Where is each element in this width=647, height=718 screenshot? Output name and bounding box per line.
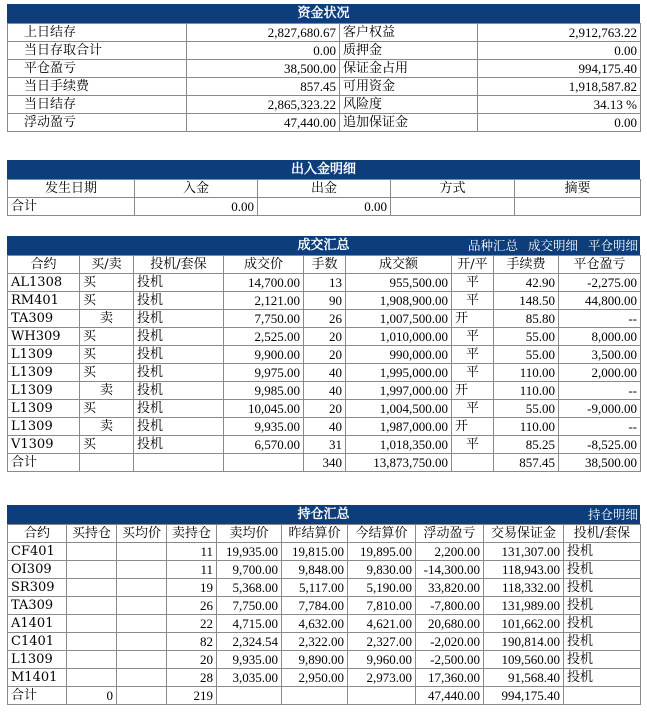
table-row — [8, 436, 641, 454]
funds-row — [8, 96, 641, 114]
table-cell: 买 — [80, 436, 134, 454]
table-row — [8, 597, 641, 615]
table-cell: V1309 — [8, 436, 80, 454]
table-cell: 31 — [304, 436, 346, 454]
funds-title-bar — [7, 4, 640, 23]
funds-label: 客户权益 — [340, 24, 478, 42]
positions-title-bar — [7, 505, 640, 524]
table-cell — [117, 615, 167, 633]
table-cell: M1401 — [8, 669, 67, 687]
column-header: 方式 — [391, 180, 515, 198]
table-cell: 买 — [80, 346, 134, 364]
table-cell: 2,327.00 — [348, 633, 416, 651]
table-row — [8, 364, 641, 382]
total-cell — [117, 687, 167, 705]
table-row — [8, 400, 641, 418]
table-cell: -- — [559, 418, 641, 436]
total-cell: 合计 — [8, 687, 67, 705]
table-cell: 5,117.00 — [282, 579, 348, 597]
total-cell: 0 — [67, 687, 117, 705]
funds-value: 0.00 — [187, 42, 340, 60]
table-cell — [117, 651, 167, 669]
table-row — [8, 579, 641, 597]
table-cell: 2,322.00 — [282, 633, 348, 651]
table-cell: -- — [559, 310, 641, 328]
trades-title-bar — [7, 236, 640, 255]
table-cell: 22 — [167, 615, 217, 633]
table-cell: WH309 — [8, 328, 80, 346]
table-cell: 1,908,900.00 — [346, 292, 452, 310]
positions-title: 持仓汇总 — [297, 507, 350, 522]
funds-value: 34.13 % — [478, 96, 641, 114]
table-cell: 投机 — [564, 651, 641, 669]
table-cell: 17,360.00 — [416, 669, 484, 687]
column-header: 昨结算价 — [282, 525, 348, 543]
table-cell: 投机 — [564, 561, 641, 579]
column-header: 摘要 — [515, 180, 641, 198]
column-header: 发生日期 — [8, 180, 135, 198]
table-cell — [67, 633, 117, 651]
funds-value: 0.00 — [478, 114, 641, 132]
positions-section — [7, 505, 640, 705]
header-row — [8, 256, 641, 274]
table-cell: 平 — [452, 364, 494, 382]
funds-title: 资金状况 — [297, 6, 350, 21]
table-cell: 3,500.00 — [559, 346, 641, 364]
column-header: 买/卖 — [80, 256, 134, 274]
table-cell: 131,989.00 — [484, 597, 564, 615]
table-row — [8, 382, 641, 400]
table-cell: 投机 — [134, 436, 224, 454]
table-cell: 190,814.00 — [484, 633, 564, 651]
table-cell: -7,800.00 — [416, 597, 484, 615]
table-cell: 20 — [304, 328, 346, 346]
table-cell: 20 — [304, 400, 346, 418]
table-cell: 55.00 — [494, 400, 559, 418]
table-cell: 7,784.00 — [282, 597, 348, 615]
table-cell: 11 — [167, 543, 217, 561]
trades-links — [458, 236, 638, 255]
table-row — [8, 274, 641, 292]
table-cell: 卖 — [80, 382, 134, 400]
table-cell: 卖 — [80, 310, 134, 328]
table-cell: 2,000.00 — [559, 364, 641, 382]
table-cell: 40 — [304, 418, 346, 436]
table-cell: 110.00 — [494, 418, 559, 436]
funds-label: 保证金占用 — [340, 60, 478, 78]
table-cell: A1401 — [8, 615, 67, 633]
column-header: 出金 — [258, 180, 391, 198]
table-cell: 1,004,500.00 — [346, 400, 452, 418]
table-cell: 118,332.00 — [484, 579, 564, 597]
funds-label: 当日存取合计 — [8, 42, 187, 60]
table-cell: 40 — [304, 364, 346, 382]
table-cell: -2,500.00 — [416, 651, 484, 669]
funds-value: 47,440.00 — [187, 114, 340, 132]
funds-label: 浮动盈亏 — [8, 114, 187, 132]
table-row — [8, 346, 641, 364]
table-cell: 买 — [80, 400, 134, 418]
table-cell — [117, 543, 167, 561]
table-cell: 9,890.00 — [282, 651, 348, 669]
table-cell: 9,935.00 — [217, 651, 282, 669]
funds-value: 857.45 — [187, 78, 340, 96]
table-row — [8, 669, 641, 687]
table-cell: 20,680.00 — [416, 615, 484, 633]
deposits-title-bar — [7, 160, 640, 179]
table-cell: RM401 — [8, 292, 80, 310]
table-cell: 4,632.00 — [282, 615, 348, 633]
table-cell: 13 — [304, 274, 346, 292]
table-cell: 118,943.00 — [484, 561, 564, 579]
funds-label: 可用资金 — [340, 78, 478, 96]
total-cell — [452, 454, 494, 472]
table-cell: 投机 — [564, 615, 641, 633]
table-cell: 2,973.00 — [348, 669, 416, 687]
table-cell — [67, 651, 117, 669]
table-cell: 90 — [304, 292, 346, 310]
column-header: 交易保证金 — [484, 525, 564, 543]
column-header: 投机/套保 — [134, 256, 224, 274]
total-cell: 47,440.00 — [416, 687, 484, 705]
table-cell: 2,950.00 — [282, 669, 348, 687]
table-cell: 8,000.00 — [559, 328, 641, 346]
table-cell: TA309 — [8, 310, 80, 328]
total-cell: 0.00 — [258, 198, 391, 216]
total-cell: 0.00 — [135, 198, 258, 216]
table-cell: 85.25 — [494, 436, 559, 454]
table-cell: 91,568.40 — [484, 669, 564, 687]
total-cell — [224, 454, 304, 472]
table-cell: 85.80 — [494, 310, 559, 328]
column-header: 投机/套保 — [564, 525, 641, 543]
table-cell — [67, 579, 117, 597]
table-cell: 投机 — [134, 328, 224, 346]
table-cell: 110.00 — [494, 382, 559, 400]
total-cell — [80, 454, 134, 472]
table-cell: OI309 — [8, 561, 67, 579]
table-cell: 3,035.00 — [217, 669, 282, 687]
table-cell: 9,848.00 — [282, 561, 348, 579]
table-row — [8, 633, 641, 651]
funds-label: 质押金 — [340, 42, 478, 60]
header-row — [8, 180, 641, 198]
table-cell: 4,715.00 — [217, 615, 282, 633]
positions-link-0[interactable]: 持仓明细 — [587, 507, 638, 522]
table-cell: 开 — [452, 310, 494, 328]
total-row — [8, 198, 641, 216]
table-row — [8, 418, 641, 436]
column-header: 手续费 — [494, 256, 559, 274]
column-header: 买持仓 — [67, 525, 117, 543]
table-cell: 148.50 — [494, 292, 559, 310]
funds-value: 38,500.00 — [187, 60, 340, 78]
total-cell — [515, 198, 641, 216]
table-cell — [67, 597, 117, 615]
table-cell: 2,525.00 — [224, 328, 304, 346]
table-cell: 平 — [452, 436, 494, 454]
table-cell: 开 — [452, 382, 494, 400]
table-cell: -2,020.00 — [416, 633, 484, 651]
funds-value: 2,827,680.67 — [187, 24, 340, 42]
funds-value: 2,912,763.22 — [478, 24, 641, 42]
funds-label: 当日手续费 — [8, 78, 187, 96]
column-header: 卖均价 — [217, 525, 282, 543]
table-row — [8, 292, 641, 310]
table-cell: 投机 — [564, 633, 641, 651]
table-cell: L1309 — [8, 364, 80, 382]
total-cell — [134, 454, 224, 472]
total-cell: 合计 — [8, 198, 135, 216]
table-cell: -8,525.00 — [559, 436, 641, 454]
table-cell: 19,935.00 — [217, 543, 282, 561]
total-cell — [564, 687, 641, 705]
table-cell: 投机 — [134, 292, 224, 310]
table-cell: 14,700.00 — [224, 274, 304, 292]
table-cell — [117, 597, 167, 615]
column-header: 卖持仓 — [167, 525, 217, 543]
table-cell: AL1308 — [8, 274, 80, 292]
table-cell: 9,975.00 — [224, 364, 304, 382]
column-header: 今结算价 — [348, 525, 416, 543]
table-cell: 9,830.00 — [348, 561, 416, 579]
table-cell: 5,190.00 — [348, 579, 416, 597]
table-cell: 19 — [167, 579, 217, 597]
column-header: 浮动盈亏 — [416, 525, 484, 543]
table-cell: 7,750.00 — [217, 597, 282, 615]
funds-row — [8, 114, 641, 132]
table-cell: 2,324.54 — [217, 633, 282, 651]
funds-row — [8, 78, 641, 96]
table-cell: 1,987,000.00 — [346, 418, 452, 436]
column-header: 成交额 — [346, 256, 452, 274]
table-cell: 开 — [452, 418, 494, 436]
table-cell — [67, 615, 117, 633]
table-cell: 平 — [452, 346, 494, 364]
table-cell: 买 — [80, 292, 134, 310]
table-cell: 55.00 — [494, 328, 559, 346]
funds-label: 上日结存 — [8, 24, 187, 42]
table-cell: CF401 — [8, 543, 67, 561]
funds-value: 1,918,587.82 — [478, 78, 641, 96]
table-cell — [67, 669, 117, 687]
total-cell — [391, 198, 515, 216]
trades-link-0[interactable]: 品种汇总 — [467, 238, 518, 253]
column-header: 合约 — [8, 525, 67, 543]
funds-section — [7, 4, 640, 132]
table-cell: 9,985.00 — [224, 382, 304, 400]
table-cell: L1309 — [8, 382, 80, 400]
table-cell: 82 — [167, 633, 217, 651]
table-cell — [67, 561, 117, 579]
positions-table — [7, 524, 641, 705]
table-cell: 7,810.00 — [348, 597, 416, 615]
table-cell: 131,307.00 — [484, 543, 564, 561]
table-cell: -- — [559, 382, 641, 400]
table-cell: 投机 — [134, 310, 224, 328]
funds-value: 0.00 — [478, 42, 641, 60]
table-cell: 7,750.00 — [224, 310, 304, 328]
total-cell — [348, 687, 416, 705]
deposits-section — [7, 160, 640, 216]
funds-label: 当日结存 — [8, 96, 187, 114]
table-cell: 26 — [304, 310, 346, 328]
table-cell: 955,500.00 — [346, 274, 452, 292]
column-header: 手数 — [304, 256, 346, 274]
table-cell: 42.90 — [494, 274, 559, 292]
table-cell: 33,820.00 — [416, 579, 484, 597]
table-cell — [117, 633, 167, 651]
table-cell: 6,570.00 — [224, 436, 304, 454]
table-cell: 1,995,000.00 — [346, 364, 452, 382]
table-cell: 28 — [167, 669, 217, 687]
table-row — [8, 561, 641, 579]
table-cell: -2,275.00 — [559, 274, 641, 292]
table-cell: 平 — [452, 292, 494, 310]
total-cell: 13,873,750.00 — [346, 454, 452, 472]
table-cell: 1,018,350.00 — [346, 436, 452, 454]
table-cell: 990,000.00 — [346, 346, 452, 364]
column-header: 开/平 — [452, 256, 494, 274]
total-cell: 857.45 — [494, 454, 559, 472]
funds-label: 追加保证金 — [340, 114, 478, 132]
funds-table — [7, 23, 641, 132]
table-cell: 40 — [304, 382, 346, 400]
table-cell: 投机 — [134, 418, 224, 436]
table-cell: 投机 — [134, 382, 224, 400]
header-row — [8, 525, 641, 543]
total-cell: 219 — [167, 687, 217, 705]
table-cell: -9,000.00 — [559, 400, 641, 418]
total-row — [8, 454, 641, 472]
funds-label: 平仓盈亏 — [8, 60, 187, 78]
column-header: 成交价 — [224, 256, 304, 274]
table-cell — [117, 561, 167, 579]
table-cell: 109,560.00 — [484, 651, 564, 669]
table-cell: 平 — [452, 328, 494, 346]
column-header: 入金 — [135, 180, 258, 198]
total-cell: 38,500.00 — [559, 454, 641, 472]
table-cell: -14,300.00 — [416, 561, 484, 579]
table-cell: 26 — [167, 597, 217, 615]
table-cell: 9,960.00 — [348, 651, 416, 669]
table-cell: 11 — [167, 561, 217, 579]
table-row — [8, 651, 641, 669]
deposits-table — [7, 179, 641, 216]
total-cell: 994,175.40 — [484, 687, 564, 705]
table-cell: SR309 — [8, 579, 67, 597]
funds-row — [8, 42, 641, 60]
table-cell: 平 — [452, 274, 494, 292]
table-cell — [117, 579, 167, 597]
table-cell: L1309 — [8, 400, 80, 418]
table-cell: 5,368.00 — [217, 579, 282, 597]
table-cell: 9,900.00 — [224, 346, 304, 364]
trades-link-2[interactable]: 平仓明细 — [587, 238, 638, 253]
table-cell: 1,010,000.00 — [346, 328, 452, 346]
total-cell: 合计 — [8, 454, 80, 472]
total-cell: 340 — [304, 454, 346, 472]
table-cell: 9,935.00 — [224, 418, 304, 436]
column-header: 买均价 — [117, 525, 167, 543]
trades-section — [7, 236, 640, 472]
table-cell: 投机 — [564, 597, 641, 615]
table-cell: L1309 — [8, 418, 80, 436]
table-cell: 投机 — [134, 274, 224, 292]
table-cell: 投机 — [564, 579, 641, 597]
table-row — [8, 615, 641, 633]
table-cell: 10,045.00 — [224, 400, 304, 418]
funds-label: 风险度 — [340, 96, 478, 114]
table-cell: 101,662.00 — [484, 615, 564, 633]
deposits-title: 出入金明细 — [290, 162, 356, 177]
table-cell: 买 — [80, 364, 134, 382]
funds-row — [8, 24, 641, 42]
table-cell: 投机 — [134, 364, 224, 382]
table-cell: 平 — [452, 400, 494, 418]
table-cell: 2,200.00 — [416, 543, 484, 561]
table-cell: 1,007,500.00 — [346, 310, 452, 328]
table-cell: 1,997,000.00 — [346, 382, 452, 400]
table-cell: 20 — [304, 346, 346, 364]
table-cell: 投机 — [564, 543, 641, 561]
table-cell — [67, 543, 117, 561]
table-cell: 4,621.00 — [348, 615, 416, 633]
table-cell: 19,895.00 — [348, 543, 416, 561]
table-row — [8, 543, 641, 561]
table-cell: 20 — [167, 651, 217, 669]
table-cell: 买 — [80, 328, 134, 346]
table-cell: 买 — [80, 274, 134, 292]
trades-table — [7, 255, 641, 472]
table-row — [8, 310, 641, 328]
table-cell: 投机 — [564, 669, 641, 687]
table-cell: 55.00 — [494, 346, 559, 364]
table-cell: 2,121.00 — [224, 292, 304, 310]
total-cell — [217, 687, 282, 705]
table-cell: 投机 — [134, 400, 224, 418]
table-cell: 19,815.00 — [282, 543, 348, 561]
table-cell: C1401 — [8, 633, 67, 651]
funds-value: 2,865,323.22 — [187, 96, 340, 114]
column-header: 平仓盈亏 — [559, 256, 641, 274]
table-cell: 44,800.00 — [559, 292, 641, 310]
table-cell: 投机 — [134, 346, 224, 364]
table-cell: 110.00 — [494, 364, 559, 382]
trades-link-1[interactable]: 成交明细 — [527, 238, 578, 253]
table-cell: L1309 — [8, 651, 67, 669]
positions-links — [578, 505, 638, 524]
total-row — [8, 687, 641, 705]
table-cell: 卖 — [80, 418, 134, 436]
table-cell — [117, 669, 167, 687]
table-cell: L1309 — [8, 346, 80, 364]
total-cell — [282, 687, 348, 705]
table-row — [8, 328, 641, 346]
table-cell: 9,700.00 — [217, 561, 282, 579]
funds-value: 994,175.40 — [478, 60, 641, 78]
column-header: 合约 — [8, 256, 80, 274]
funds-row — [8, 60, 641, 78]
table-cell: TA309 — [8, 597, 67, 615]
trades-title: 成交汇总 — [297, 238, 350, 253]
